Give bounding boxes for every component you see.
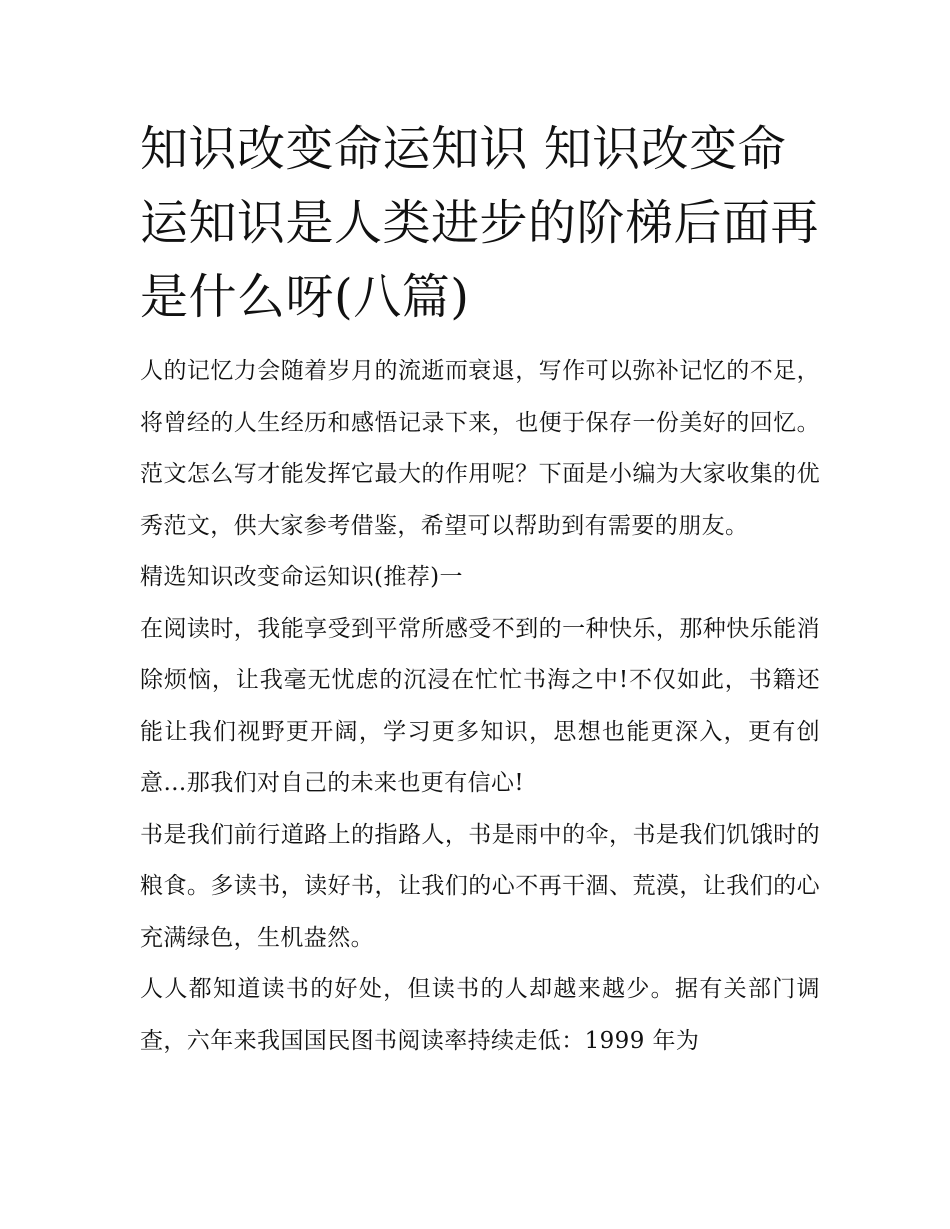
paragraph-intro: 人的记忆力会随着岁月的流逝而衰退，写作可以弥补记忆的不足，将曾经的人生经历和感悟记录下来，也便于保存一份美好的回忆。范文怎么写才能发挥它最大的作用呢？下面是小编为大家收集的优秀范文，供大家参考借鉴，希望可以帮助到有需要的朋友。: [140, 358, 820, 539]
document-page: [140, 112, 820, 1067]
document-title: 知识改变命运知识 知识改变命运知识是人类进步的阶梯后面再是什么呀(八篇): [140, 121, 820, 325]
section-heading: 精选知识改变命运知识(推荐)一: [140, 564, 463, 590]
paragraph-reading-joy: 在阅读时，我能享受到平常所感受不到的一种快乐，那种快乐能消除烦恼，让我毫无忧虑的沉浸在忙忙书海之中!不仅如此，书籍还能让我们视野更开阔，学习更多知识，思想也能更深入，更有创意…那我们对自己的未来也更有信心!: [140, 615, 820, 796]
paragraph-reading-survey: 人人都知道读书的好处，但读书的人却越来越少。据有关部门调查，六年来我国国民图书阅读率持续走低：1999 年为: [140, 976, 820, 1054]
document-body: [140, 346, 820, 1067]
paragraph-book-guide: 书是我们前行道路上的指路人，书是雨中的伞，书是我们饥饿时的粮食。多读书，读好书，让我们的心不再干涸、荒漠，让我们的心充满绿色，生机盎然。: [140, 821, 820, 951]
